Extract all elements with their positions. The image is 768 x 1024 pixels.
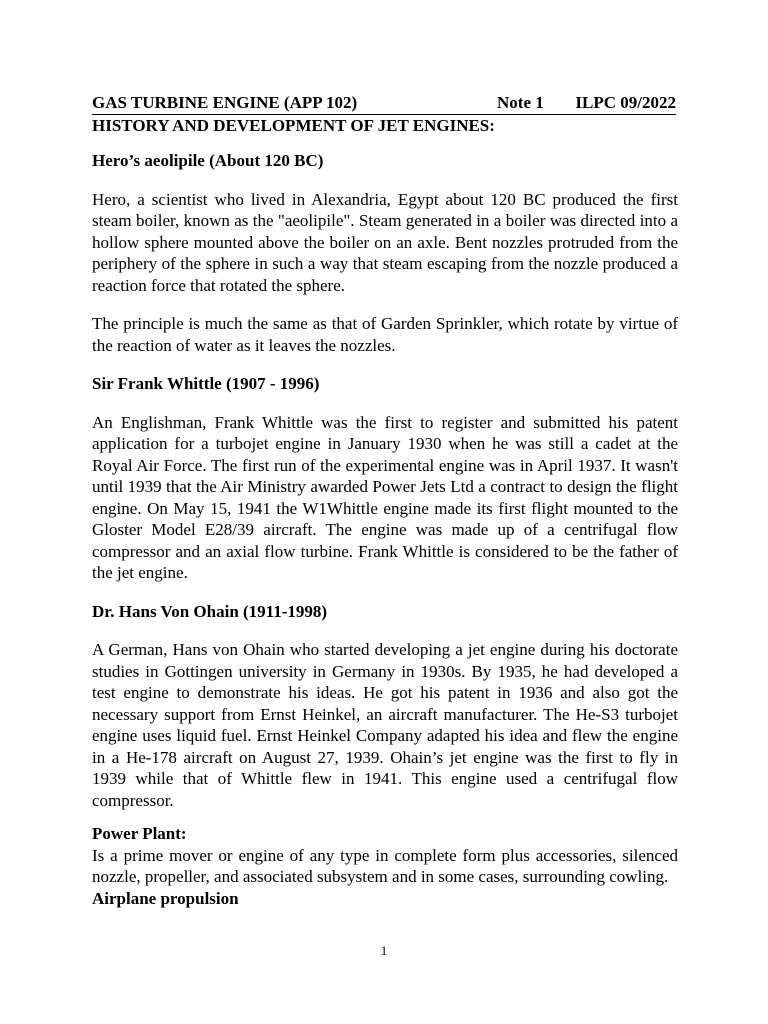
paragraph-power-plant-1: Is a prime mover or engine of any type in complete form plus accessories, silenced nozzle, propeller, and associated subsystem and in some cases, surrounding cowling. (92, 845, 678, 886)
section-heading-propulsion: Airplane propulsion (92, 888, 239, 908)
page-title: HISTORY AND DEVELOPMENT OF JET ENGINES: (92, 116, 495, 135)
page-number: 1 (380, 943, 388, 958)
note-number: Note 1 (497, 93, 544, 112)
paragraph-whittle-1: An Englishman, Frank Whittle was the first to register and submitted his patent application for a turbojet engine in January 1930 when he was still a cadet at the Royal Air Force. The first run of the experimental engine was in April 1937. It wasn't until 1939 that the Air Ministry awarded Power Jets Ltd a contract to design the flight engine. On May 15, 1941 the W1Whittle engine made its first flight mounted to the Gloster Model E28/39 aircraft. The engine was made up of a centrifugal flow compressor and an axial flow turbine. Frank Whittle is considered to be the father of the jet engine. (92, 412, 678, 582)
document-body (92, 150, 678, 909)
paragraph-hero-2: The principle is much the same as that of Garden Sprinkler, which rotate by virtue of the reaction of water as it leaves the nozzles. (92, 314, 678, 355)
course-title: GAS TURBINE ENGINE (APP 102) (92, 93, 358, 112)
section-heading-whittle: Sir Frank Whittle (1907 - 1996) (92, 374, 320, 393)
document-header (92, 92, 676, 115)
section-heading-power-plant: Power Plant: (92, 824, 187, 843)
section-heading-hero: Hero’s aeolipile (About 120 BC) (92, 151, 324, 170)
paragraph-hero-1: Hero, a scientist who lived in Alexandria, Egypt about 120 BC produced the first steam boiler, known as the "aeolipile". Steam generated in a boiler was directed into a hollow sphere mounted above the boiler on an axle. Bent nozzles protruded from the periphery of the sphere in such a way that steam escaping from the nozzle produced a reaction force that rotated the sphere. (92, 189, 678, 295)
paragraph-ohain-1: A German, Hans von Ohain who started developing a jet engine during his doctorate studies in Gottingen university in Germany in 1930s. By 1935, he had developed a test engine to demonstrate his ideas. He got his patent in 1936 and also got the necessary support from Ernst Heinkel, an aircraft manufacturer. The He-S3 turbojet engine uses liquid fuel. Ernst Heinkel Company adapted his idea and flew the engine in a He-178 aircraft on August 27, 1939. Ohain’s jet engine was the first to fly in 1939 while that of Whittle flew in 1941. This engine used a centrifugal flow compressor. (92, 640, 678, 810)
course-code: ILPC 09/2022 (575, 93, 676, 112)
section-heading-ohain: Dr. Hans Von Ohain (1911-1998) (92, 601, 328, 621)
